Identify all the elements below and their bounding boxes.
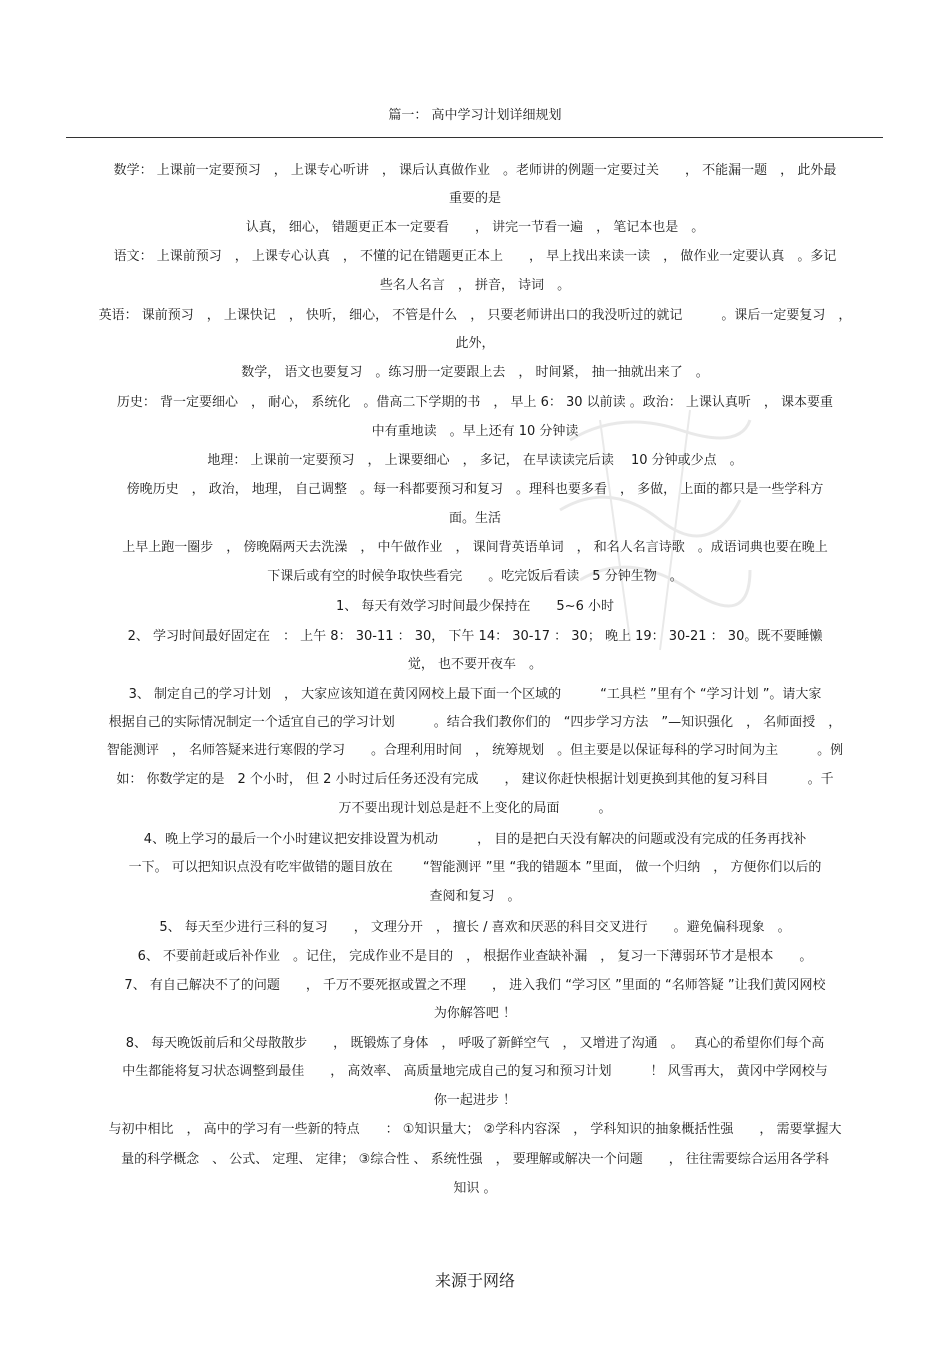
document-title: 篇一： 高中学习计划详细规划 [388, 108, 562, 123]
body-line: 语文： 上课前预习 ， 上课专心认真 ， 不懂的记在错题更正本上 ， 早上找出来读一读 ， 做作业一定要认真 。多记 [113, 249, 837, 264]
body-line: 些名人名言 ， 拼音， 诗词 。 [379, 278, 571, 293]
body-line: 中有重地读 。早上还有 10 分钟读 [371, 424, 579, 439]
body-line: 5、 每天至少进行三科的复习 ， 文理分开 ， 擅长 / 喜欢和厌恶的科目交叉进行 。避免偏科现象 。 [159, 920, 791, 935]
body-line: 历史： 背一定要细心 ， 耐心， 系统化 。借高二下学期的书 ， 早上 6： 30 以前读 。政治： 上课认真听 ， 课本要重 [116, 395, 834, 410]
body-line: 与初中相比 ， 高中的学习有一些新的特点 ： ①知识量大； ②学科内容深 ， 学科知识的抽象概括性强 ， 需要掌握大 [108, 1122, 842, 1137]
body-line: 查阅和复习 。 [429, 889, 521, 904]
body-line: 中生都能将复习状态调整到最佳 ， 高效率、 高质量地完成自己的复习和预习计划 ！ 风雪再大， 黄冈中学网校与 [122, 1064, 828, 1079]
body-line: 下课后或有空的时候争取快些看完 。吃完饭后看读 5 分钟生物 。 [267, 569, 683, 584]
body-line: 4、晚上学习的最后一个小时建议把安排设置为机动 ， 目的是把白天没有解决的问题或没有完成的任务再找补 [143, 832, 807, 847]
body-line: 量的科学概念 、 公式、 定理、 定律； ③综合性 、 系统性强 ， 要理解或解决一个问题 ， 往往需要综合运用各学科 [121, 1152, 829, 1167]
body-line: 1、 每天有效学习时间最少保持在 5~6 小时 [336, 599, 614, 614]
title-divider [66, 137, 883, 138]
body-line: 如： 你数学定的是 2 个小时， 但 2 小时过后任务还没有完成 ， 建议你赶快根据计划更换到其他的复习科目 。千 [116, 772, 834, 787]
body-line: 万不要出现计划总是赶不上变化的局面 。 [338, 801, 612, 816]
body-line: 傍晚历史 ， 政治， 地理， 自己调整 。每一科都要预习和复习 。理科也要多看 ， 多做， 上面的都只是一些学科方 [126, 482, 824, 497]
body-line: 3、 制定自己的学习计划 ， 大家应该知道在黄冈网校上最下面一个区域的 “工具栏 ”里有个 “学习计划 ”。请大家 [128, 687, 822, 702]
body-line: 为你解答吧 ！ [433, 1006, 517, 1021]
body-line: 你一起进步 ！ [433, 1093, 517, 1108]
body-line: 上早上跑一圈步 ， 傍晚隔两天去洗澡 ， 中午做作业 ， 课间背英语单词 ， 和名人名言诗歌 。成语词典也要在晚上 [122, 540, 828, 555]
body-line: 数学， 语文也要复习 。练习册一定要跟上去 ， 时间紧， 抽一抽就出来了 。 [241, 365, 709, 380]
body-line: 8、 每天晚饭前后和父母散散步 ， 既锻炼了身体 ， 呼吸了新鲜空气 ， 又增进了沟通 。 真心的希望你们每个高 [125, 1036, 825, 1051]
body-line: 一下。 可以把知识点没有吃牢做错的题目放在 “智能测评 ”里 “我的错题本 ”里面， 做一个归纳 ， 方便你们以后的 [128, 860, 822, 875]
body-line: 7、 有自己解决不了的问题 ， 千万不要死抠或置之不理 ， 进入我们 “学习区 ”里面的 “名师答疑 ”让我们黄冈网校 [124, 978, 826, 993]
body-line: 2、 学习时间最好固定在 ： 上午 8： 30-11 ： 30， 下午 14： 30-17 ： 30； 晚上 19： 30-21 ： 30。既不要睡懒 [127, 629, 823, 644]
body-line: 觉， 也不要开夜车 。 [407, 657, 543, 672]
body-line: 重要的是 [448, 191, 501, 206]
body-line: 面。生活 [448, 511, 501, 526]
body-line: 此外， [455, 336, 495, 351]
source-footer: 来源于网络 [434, 1271, 515, 1290]
body-line: 英语： 课前预习 ， 上课快记 ， 快听， 细心， 不管是什么 ， 只要老师讲出口的我没听过的就记 。课后一定要复习 ， [98, 308, 852, 323]
body-line: 6、 不要前赶或后补作业 。记住， 完成作业不是目的 ， 根据作业查缺补漏 ， 复习一下薄弱环节才是根本 。 [137, 949, 813, 964]
body-line: 根据自己的实际情况制定一个适宜自己的学习计划 。结合我们教你们的 “四步学习方法 ”—知识强化 ， 名师面授 ， [108, 715, 842, 730]
body-line: 认真， 细心， 错题更正本一定要看 ， 讲完一节看一遍 ， 笔记本也是 。 [245, 220, 705, 235]
body-line: 地理： 上课前一定要预习 ， 上课要细心 ， 多记， 在早读读完后读 10 分钟或少点 。 [207, 453, 743, 468]
body-line: 数学： 上课前一定要预习 ， 上课专心听讲 ， 课后认真做作业 。老师讲的例题一定要过关 ， 不能漏一题 ， 此外最 [113, 163, 837, 178]
body-line: 知识 。 [453, 1181, 497, 1196]
body-line: 智能测评 ， 名师答疑来进行寒假的学习 。合理利用时间 ， 统筹规划 。但主要是以保证每科的学习时间为主 。例 [106, 743, 844, 758]
